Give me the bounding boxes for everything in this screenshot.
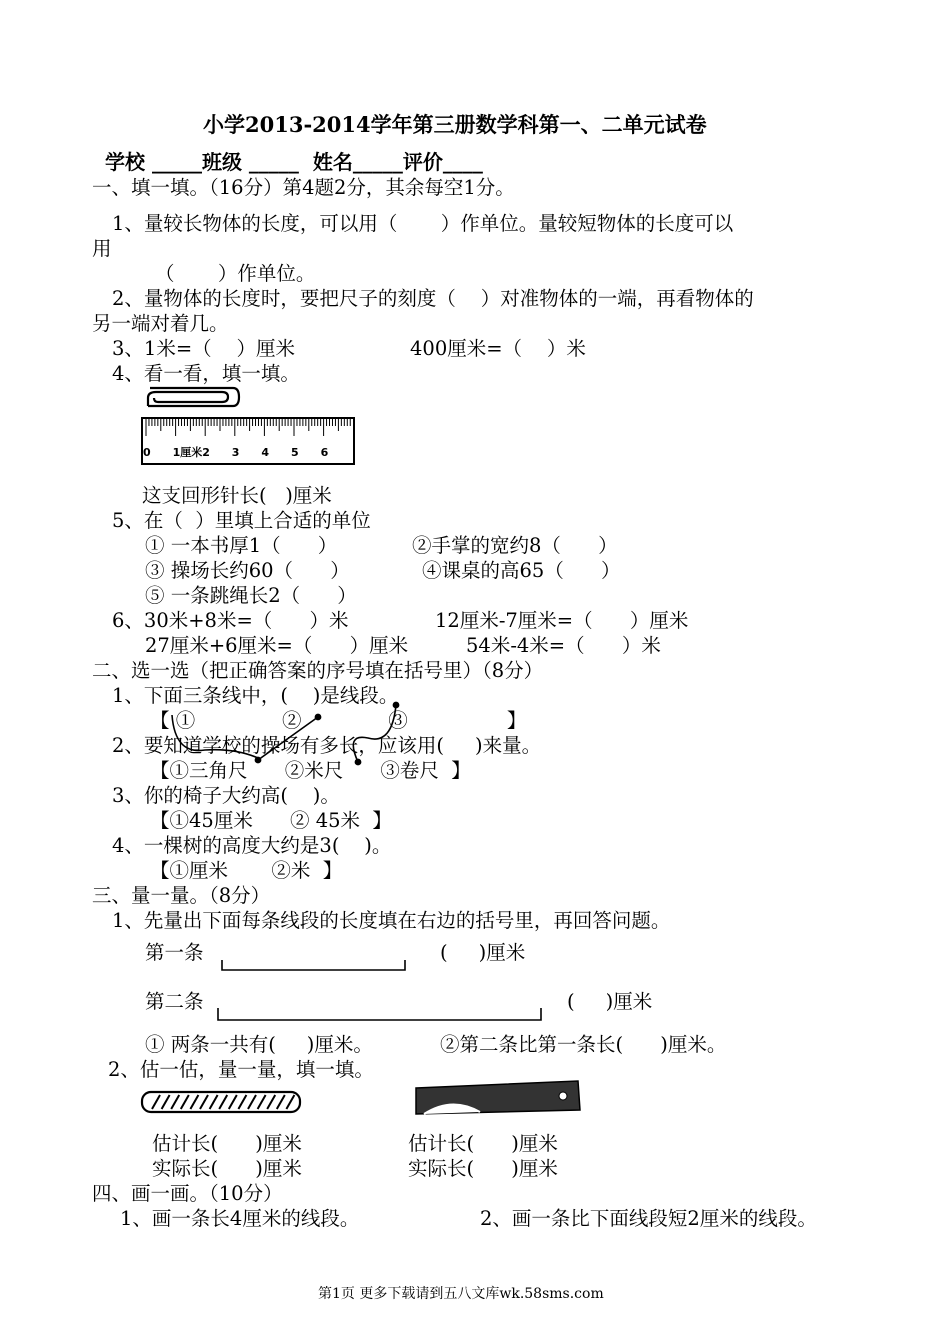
s3-q2: 2、估一估，量一量，填一填。 (108, 1058, 374, 1081)
ruler-label: 0 (143, 446, 151, 459)
s2-q4-options: 【①厘米 ②米 】 (150, 859, 343, 882)
s1-q3-a: 3、1米=（ ）厘米 (112, 337, 295, 360)
s1-q6-d: 54米-4米=（ ）米 (466, 634, 661, 657)
ruler-label: 4 (261, 446, 270, 459)
ruler-label: 6 (320, 446, 329, 459)
student-info-line: 学校 _____班级 _____ 姓名_____评价____ (105, 150, 483, 174)
s3-actual-a: 实际长( )厘米 (152, 1157, 302, 1180)
s2-q2-options: 【①三角尺 ②米尺 ③卷尺 】 (150, 759, 471, 782)
s1-q6-c: 27厘米+6厘米=（ ）厘米 (145, 634, 409, 657)
section-2-heading: 二、选一选（把正确答案的序号填在括号里）（8分） (92, 659, 544, 682)
s1-q6-b: 12厘米-7厘米=（ ）厘米 (435, 609, 689, 632)
s1-q3-b: 400厘米=（ ）米 (410, 337, 586, 360)
segment-first (222, 960, 405, 970)
s3-actual-b: 实际长( )厘米 (408, 1157, 558, 1180)
measure-segments (218, 960, 541, 1020)
s1-q2-line-b: 另一端对着几。 (92, 312, 229, 335)
ruler-label: 5 (291, 446, 299, 459)
s1-q5-item-2: ②手掌的宽约8（ ） (412, 534, 618, 557)
s2-q3-options: 【①45厘米 ② 45米 】 (150, 809, 392, 832)
page-footer: 第1页 更多下载请到五八文库wk.58sms.com (318, 1286, 604, 1302)
s1-q1-line-a: 1、量较长物体的长度，可以用（ ）作单位。量较短物体的长度可以 (112, 212, 734, 235)
s2-q3: 3、你的椅子大约高( )。 (112, 784, 340, 807)
s1-q6-a: 6、30米+8米=（ ）米 (112, 609, 349, 632)
s1-q4: 4、看一看，填一填。 (112, 362, 300, 385)
ruler-label: 3 (231, 446, 240, 459)
s1-q4-answer: 这支回形针长( )厘米 (142, 484, 332, 507)
s3-q1-sub-b: ②第二条比第一条长( )厘米。 (440, 1033, 727, 1056)
s4-q2: 2、画一条比下面线段短2厘米的线段。 (480, 1207, 817, 1230)
s1-q5-item-3: ③ 操场长约60（ ） (145, 559, 350, 582)
s1-q2-line-a: 2、量物体的长度时，要把尺子的刻度（ ）对准物体的一端，再看物体的 (112, 287, 754, 310)
section-4-heading: 四、画一画。（10分） (92, 1182, 283, 1205)
s2-q4: 4、一棵树的高度大约是3( )。 (112, 834, 392, 857)
s1-q5-item-5: ⑤ 一条跳绳长2（ ） (145, 584, 357, 607)
paperclip-figure (148, 388, 239, 406)
s3-line1-answer: ( )厘米 (440, 941, 526, 964)
s2-q1-options: 【 ① ② ③ 】 (150, 709, 527, 732)
page-title: 小学2013-2014学年第三册数学科第一、二单元试卷 (203, 112, 707, 137)
segment-second (218, 1008, 541, 1020)
s1-q1-line-c: （ ）作单位。 (155, 262, 316, 285)
s2-q2: 2、要知道学校的操场有多长，应该用( )来量。 (112, 734, 542, 757)
s3-q1-sub-a: ① 两条一共有( )厘米。 (145, 1033, 373, 1056)
s3-line1-label: 第一条 (145, 941, 204, 964)
section-1-heading: 一、填一填。（16分）第4题2分，其余每空1分。 (92, 176, 515, 199)
section-3-heading: 三、量一量。（8分） (92, 884, 271, 907)
s3-estimate-a: 估计长( )厘米 (152, 1132, 302, 1155)
s3-line2-label: 第二条 (145, 990, 204, 1013)
s1-q1-line-b: 用 (92, 237, 112, 260)
ruler-figure (142, 418, 354, 464)
s3-estimate-b: 估计长( )厘米 (408, 1132, 558, 1155)
s3-q1: 1、先量出下面每条线段的长度填在右边的括号里，再回答问题。 (112, 909, 671, 932)
s3-line2-answer: ( )厘米 (567, 990, 653, 1013)
s2-q1: 1、下面三条线中，( )是线段。 (112, 684, 399, 707)
dark-bar-figure (416, 1081, 580, 1114)
striped-bar-figure (142, 1092, 300, 1112)
s1-q5-item-1: ① 一本书厚1（ ） (145, 534, 338, 557)
s4-q1: 1、画一条长4厘米的线段。 (120, 1207, 360, 1230)
s1-q5: 5、在（ ）里填上合适的单位 (112, 509, 371, 532)
s1-q5-item-4: ④课桌的高65（ ） (422, 559, 621, 582)
ruler-label: 2 (202, 446, 210, 459)
ruler-label: 1厘米 (172, 446, 203, 459)
